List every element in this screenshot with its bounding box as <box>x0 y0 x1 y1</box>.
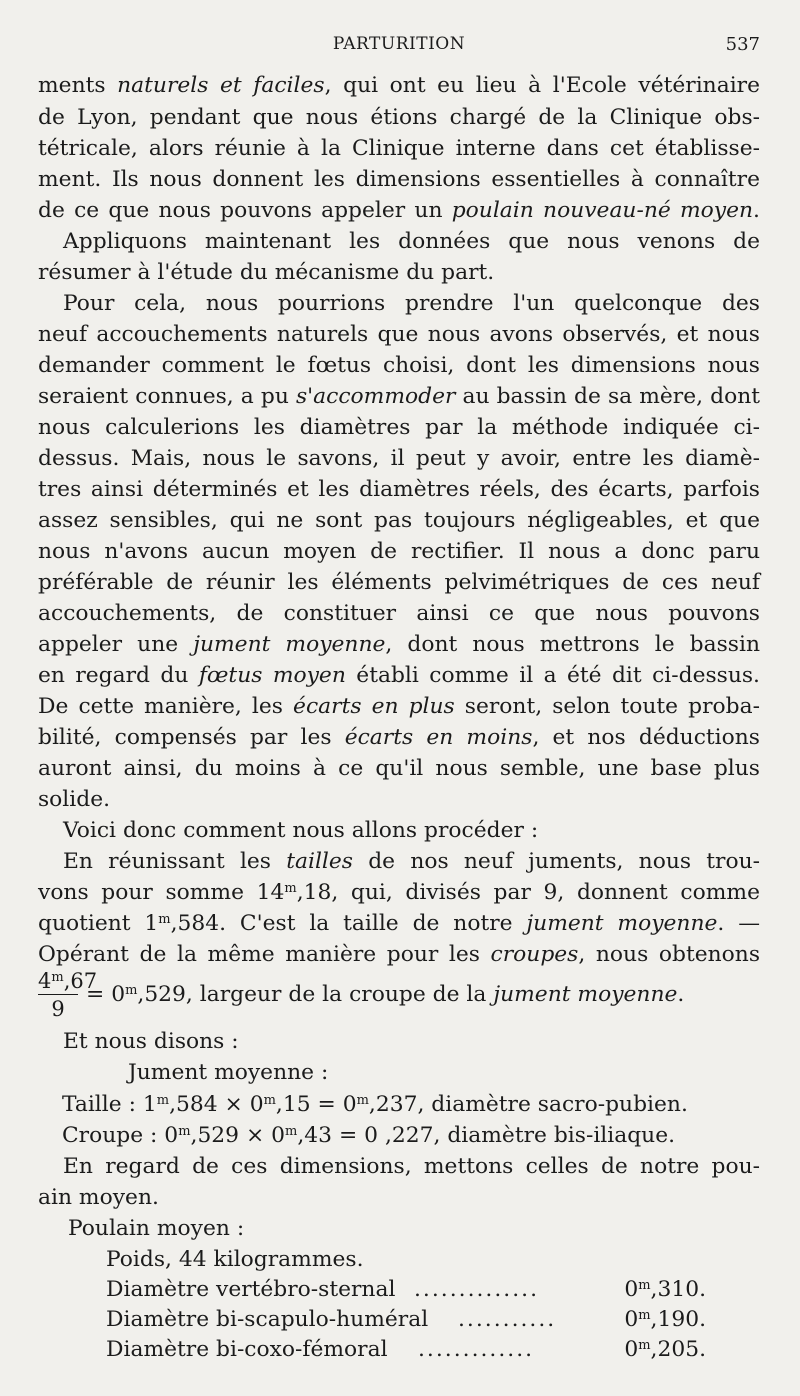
text-line: neuf accouchements naturels que nous avons observés, et nous <box>38 322 760 347</box>
text-line: résumer à l'étude du mécanisme du part. <box>38 260 495 285</box>
text-line: Jument moyenne : <box>128 1060 329 1085</box>
text-line: Et nous disons : <box>63 1029 239 1054</box>
table-row: Diamètre bi-scapulo-huméral ........... 0$^m$,190. <box>106 1307 706 1332</box>
fraction-numerator: 4$^m$,67 <box>38 969 98 993</box>
text-line: tres ainsi déterminés et les diamètres réels, des écarts, parfois <box>38 477 760 502</box>
table-row: Diamètre bi-coxo-fémoral ............. 0$^m$,205. <box>106 1337 706 1362</box>
text-line: tétricale, alors réunie à la Clinique interne dans cet établisse- <box>38 136 760 161</box>
text-line: quotient 1$^m$,584. C'est la taille de notre jument moyenne. — <box>38 911 761 936</box>
text-line: nous calculerions les diamètres par la méthode indiquée ci- <box>38 415 760 440</box>
text-line: Poulain moyen : <box>68 1216 245 1241</box>
text-line: appeler une jument moyenne, dont nous mettrons le bassin <box>38 632 760 657</box>
text-line: nous n'avons aucun moyen de rectifier. Il nous a donc paru <box>38 539 760 564</box>
text-line: = $0^m,529$, largeur de la croupe de la jument moyenne. <box>86 982 685 1007</box>
page-number: 537 <box>725 34 760 55</box>
text-line: solide. <box>38 787 111 812</box>
text-line: dessus. Mais, nous le savons, il peut y avoir, entre les diamè- <box>38 446 760 471</box>
text-line: ment. Ils nous donnent les dimensions essentielles à connaître <box>38 167 760 192</box>
text-line: De cette manière, les écarts en plus seront, selon toute proba- <box>38 694 760 719</box>
text-line: Pour cela, nous pourrions prendre l'un quelconque des <box>63 291 760 316</box>
table-row: Diamètre vertébro-sternal .............. 0$^m$,310. <box>106 1277 706 1302</box>
text-line: Opérant de la même manière pour les croupes, nous obtenons <box>38 942 760 967</box>
text-line: en regard du fœtus moyen établi comme il a été dit ci-dessus. <box>38 663 760 688</box>
text-line: vons pour somme 14$^m$,18, qui, divisés par 9, donnent comme <box>38 880 760 905</box>
chapter-title: PARTURITION <box>332 34 466 54</box>
text-line: Appliquons maintenant les données que nous venons de <box>63 229 760 254</box>
text-line: de ce que nous pouvons appeler un poulain nouveau-né moyen. <box>38 198 760 223</box>
text-line: En regard de ces dimensions, mettons celles de notre pou- <box>63 1154 760 1179</box>
text-line: Taille : $1^m,584 \times 0^m,15 = 0^m,237$, diamètre sacro-pubien. <box>62 1092 688 1117</box>
text-line: seraient connues, a pu s'accommoder au bassin de sa mère, dont <box>38 384 760 409</box>
text-line: ain moyen. <box>38 1185 159 1210</box>
text-line: de Lyon, pendant que nous étions chargé de la Clinique obs- <box>38 105 760 130</box>
text-line: auront ainsi, du moins à ce qu'il nous semble, une base plus <box>38 756 760 781</box>
fraction-denominator: 9 <box>51 997 65 1021</box>
running-header <box>38 34 760 58</box>
text-line: ments naturels et faciles, qui ont eu lieu à l'Ecole vétérinaire <box>38 73 760 98</box>
text-line: En réunissant les tailles de nos neuf juments, nous trou- <box>63 849 760 874</box>
text-line: bilité, compensés par les écarts en moins, et nos déductions <box>38 725 760 750</box>
text-line: Voici donc comment nous allons procéder : <box>63 818 539 843</box>
text-line: assez sensibles, qui ne sont pas toujours négligeables, et que <box>38 508 760 533</box>
text-line: Croupe : $0^m,529 \times 0^m,43 = 0$ ,227, diamètre bis-iliaque. <box>62 1123 676 1148</box>
fraction <box>38 968 98 1023</box>
text-line: Poids, 44 kilogrammes. <box>106 1247 364 1272</box>
text-line: préférable de réunir les éléments pelvimétriques de ces neuf <box>38 570 760 595</box>
text-line: demander comment le fœtus choisi, dont les dimensions nous <box>38 353 760 378</box>
text-line: accouchements, de constituer ainsi ce que nous pouvons <box>38 601 760 626</box>
